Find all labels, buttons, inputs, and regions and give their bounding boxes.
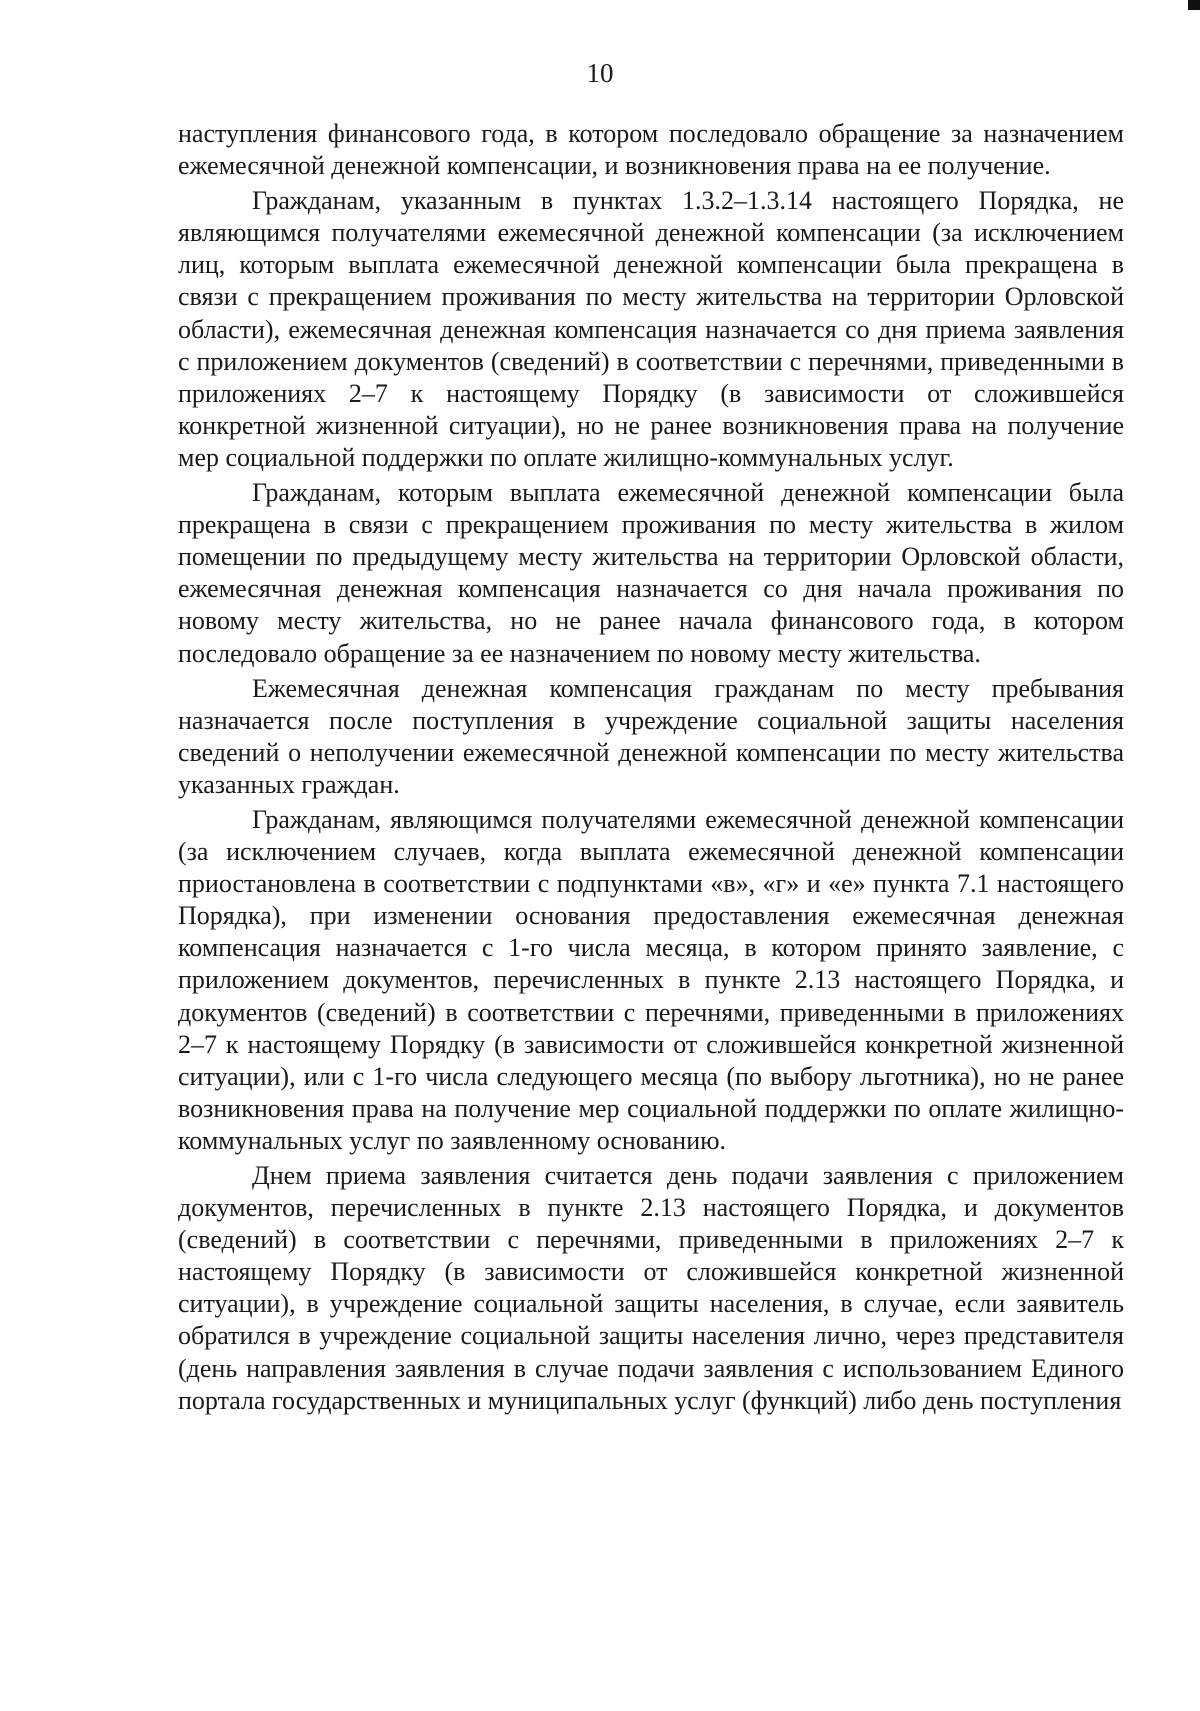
paragraph: Днем приема заявления считается день подачи заявления с приложением документов, перечисленных в пункте 2.13 настоящего Порядка, и документов (сведений) в соответствии с перечнями, приведенными в приложениях 2–7 к настоящему Порядку (в зависимости от сложившейся конкретной жизненной ситуации), в учреждение социальной защиты населения, в случае, если заявитель обратился в учреждение социальной защиты населения лично, через представителя (день направления заявления в случае подачи заявления с использованием Единого портала государственных и муниципальных услуг (функций) либо день поступления (178, 1161, 1124, 1415)
scan-corner-mark (1188, 0, 1200, 10)
paragraph: Ежемесячная денежная компенсация гражданам по месту пребывания назначается после поступления в учреждение социальной защиты населения сведений о неполучении ежемесячной денежной компенсации по месту жительства указанных граждан. (178, 673, 1124, 799)
paragraph: Гражданам, указанным в пунктах 1.3.2–1.3.14 настоящего Порядка, не являющимся получателями ежемесячной денежной компенсации (за исключением лиц, которым выплата ежемесячной денежной компенсации была прекращена в связи с прекращением проживания по месту жительства на территории Орловской области), ежемесячная денежная компенсация назначается со дня приема заявления с приложением документов (сведений) в соответствии с перечнями, приведенными в приложениях 2–7 к настоящему Порядку (в зависимости от сложившейся конкретной жизненной ситуации), но не ранее возникновения права на получение мер социальной поддержки по оплате жилищно-коммунальных услуг. (178, 186, 1124, 472)
paragraph: Гражданам, являющимся получателями ежемесячной денежной компенсации (за исключением случаев, когда выплата ежемесячной денежной компенсации приостановлена в соответствии с подпунктами «в», «г» и «е» пункта 7.1 настоящего Порядка), при изменении основания предоставления ежемесячная денежная компенсация назначается с 1-го числа месяца, в котором принято заявление, с приложением документов, перечисленных в пункте 2.13 настоящего Порядка, и документов (сведений) в соответствии с перечнями, приведенными в приложениях 2–7 к настоящему Порядку (в зависимости от сложившейся конкретной жизненной ситуации), или с 1-го числа следующего месяца (по выбору льготника), но не ранее возникновения права на получение мер социальной поддержки по оплате жилищно-коммунальных услуг по заявленному основанию. (178, 804, 1124, 1155)
paragraph: Гражданам, которым выплата ежемесячной денежной компенсации была прекращена в связи с прекращением проживания по месту жительства в жилом помещении по предыдущему месту жительства на территории Орловской области, ежемесячная денежная компенсация назначается со дня начала проживания по новому месту жительства, но не ранее начала финансового года, в котором последовало обращение за ее назначением по новому месту жительства. (178, 478, 1124, 668)
document-body (178, 118, 1124, 1417)
page-number: 10 (586, 58, 614, 88)
paragraph-continuation: наступления финансового года, в котором последовало обращение за назначением ежемесячной денежной компенсации, и возникновения права на ее получение. (178, 119, 1124, 181)
